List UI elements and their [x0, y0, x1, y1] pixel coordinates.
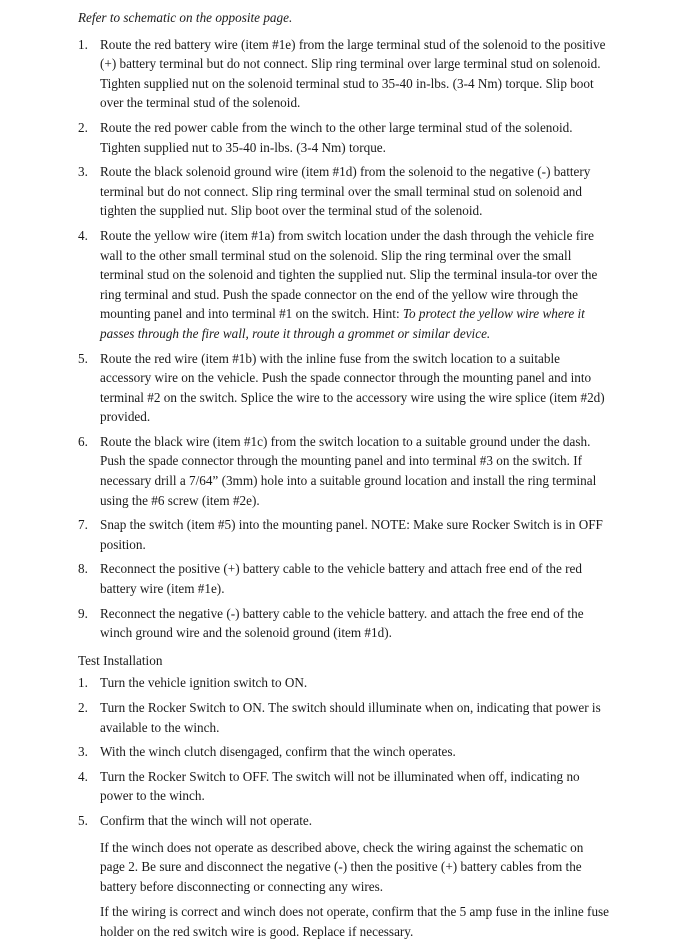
step-text: Route the red battery wire (item #1e) from the large terminal stud of the solenoid to the positive (+) battery terminal but do not connect. Slip ring terminal over large terminal stud on solenoid. Tighten supplied nut on the solenoid terminal stud to 35-40 in-lbs. (3-4 Nm) torque. Slip boot over the terminal stud of the solenoid.	[100, 36, 606, 111]
step-number: 6.	[78, 433, 88, 449]
install-step	[78, 559, 610, 598]
install-step	[78, 162, 610, 221]
intro-note: Refer to schematic on the opposite page.	[78, 10, 293, 25]
step-text: Turn the vehicle ignition switch to ON.	[100, 675, 308, 691]
step-text: Snap the switch (item #5) into the mounting panel. NOTE: Make sure Rocker Switch is in OFF position.	[100, 517, 603, 552]
install-step	[78, 432, 610, 510]
step-number: 1.	[78, 675, 88, 691]
step-text: Confirm that the winch will not operate.	[100, 812, 313, 828]
step-text: Reconnect the positive (+) battery cable to the vehicle battery and attach free end of the red battery wire (item #1e).	[100, 561, 582, 597]
step-text: Turn the Rocker Switch to OFF. The switch will not be illuminated when off, indicating no power to the winch.	[100, 768, 580, 804]
install-step	[78, 226, 610, 344]
step-number: 2.	[78, 119, 88, 135]
test-step	[78, 698, 610, 737]
troubleshooting-note: If the winch does not operate as described above, check the wiring against the schematic on page 2. Be sure and disconnect the negative (-) then the positive (+) battery cables from the battery before disconnecting or connecting any wires.	[100, 839, 584, 894]
hint-text: To protect the yellow wire where it passes through the fire wall, route it through a grommet or similar device.	[100, 306, 585, 341]
step-number: 5.	[78, 812, 88, 828]
step-number: 7.	[78, 517, 88, 533]
step-text: Route the black solenoid ground wire (item #1d) from the solenoid to the negative (-) battery terminal but do not connect. Slip ring terminal over the small terminal stud on solenoid and tighten the supplied nut. Slip boot over the terminal stud of the solenoid.	[100, 164, 591, 219]
install-step	[78, 604, 610, 643]
step-number: 4.	[78, 227, 88, 243]
install-step	[78, 35, 610, 113]
step-text: Route the red wire (item #1b) with the inline fuse from the switch location to a suitable accessory wire on the vehicle. Push the spade connector through the mounting panel and into terminal #2 on the switch. Splice the wire to the accessory wire using the wire splice (item #2d) provided.	[100, 350, 605, 425]
step-text: Route the black wire (item #1c) from the switch location to a suitable ground under the dash. Push the spade connector through the mounting panel and into terminal #3 on the switch. If necessary drill a 7/64” (3mm) hole into a suitable ground location and install the ring terminal using the #6 screw (item #2e).	[100, 433, 597, 508]
step-text: Route the yellow wire (item #1a) from switch location under the dash through the vehicle fire wall to the other small terminal stud on the solenoid. Slip the ring terminal over the small terminal stud on the solenoid and tighten the supplied nut. Slip the terminal insula-tor over the ring terminal and stud. Push the spade connector on the end of the yellow wire through the mounting panel and into terminal #1 on the switch. Hint: To protect the yellow wire where it passes through the fire wall, route it through a grommet or similar device.	[100, 227, 598, 341]
step-text: Route the red power cable from the winch to the other large terminal stud of the solenoid. Tighten supplied nut to 35-40 in-lbs. (3-4 Nm) torque.	[100, 119, 573, 155]
install-step	[78, 515, 610, 554]
step-number: 1.	[78, 36, 88, 52]
troubleshooting-note: If the wiring is correct and winch does not operate, confirm that the 5 amp fuse in the inline fuse holder on the red switch wire is good. Replace if necessary.	[100, 904, 610, 939]
install-step	[78, 349, 610, 427]
test-steps-list	[78, 673, 610, 830]
test-section-title: Test Installation	[78, 652, 163, 668]
step-number: 4.	[78, 768, 88, 784]
step-number: 3.	[78, 164, 88, 180]
test-step	[78, 767, 610, 806]
test-step	[78, 673, 610, 693]
install-step	[78, 118, 610, 157]
test-step	[78, 811, 610, 831]
step-number: 5.	[78, 350, 88, 366]
step-number: 3.	[78, 744, 88, 760]
step-number: 9.	[78, 605, 88, 621]
step-number: 2.	[78, 700, 88, 715]
step-number: 8.	[78, 561, 88, 577]
step-text: Turn the Rocker Switch to ON. The switch should illuminate when on, indicating that power is available to the winch.	[100, 700, 601, 735]
install-steps-list	[78, 35, 610, 643]
step-text: With the winch clutch disengaged, confirm that the winch operates.	[100, 744, 456, 760]
test-step	[78, 742, 610, 762]
step-text: Reconnect the negative (-) battery cable to the vehicle battery. and attach the free end of the winch ground wire and the solenoid ground (item #1d).	[100, 605, 584, 641]
